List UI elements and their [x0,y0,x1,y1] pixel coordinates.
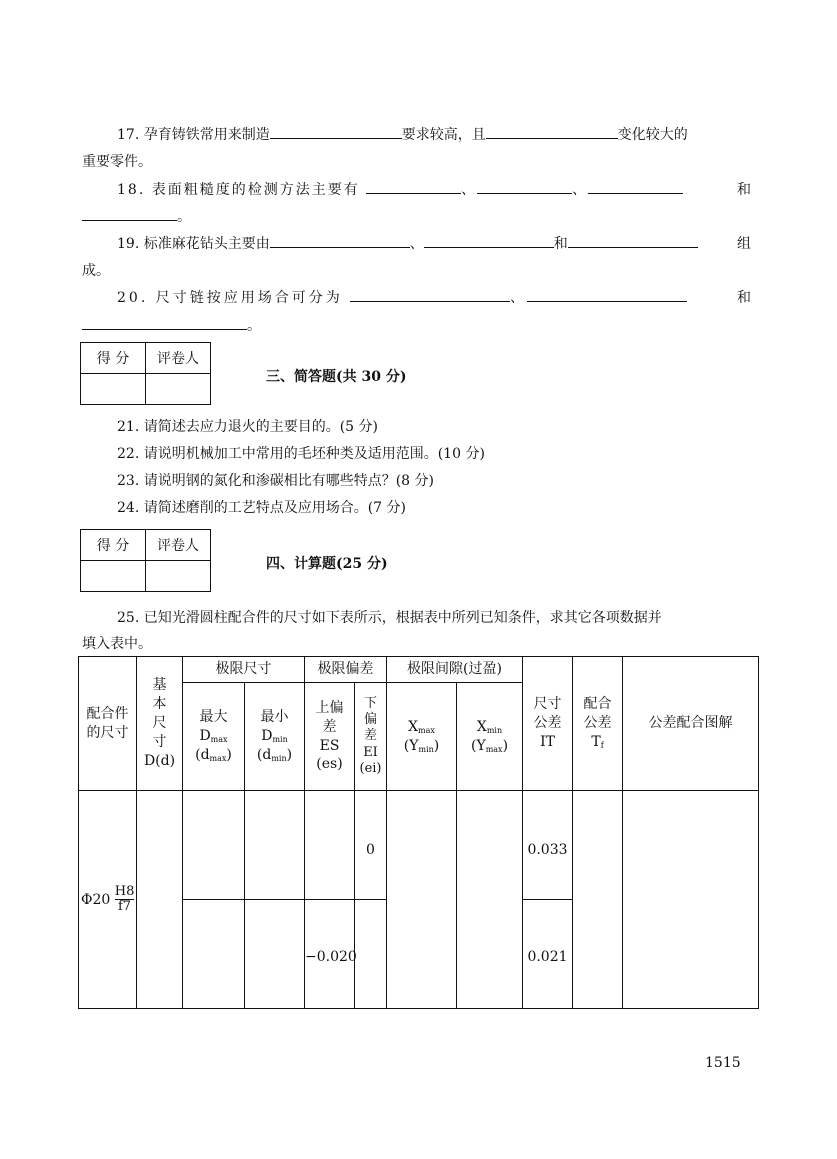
answer-blank[interactable] [486,126,618,139]
answer-blank[interactable] [270,126,402,139]
header-basic-size: 基 本 尺 寸 D(d) [137,657,183,791]
score-box [80,342,211,405]
fit-tolerance-cell[interactable] [573,791,623,1009]
shaft-ei-cell[interactable] [355,900,387,1009]
grader-label: 评卷人 [146,530,211,561]
answer-blank[interactable] [82,208,177,221]
score-cell[interactable] [81,374,146,405]
question-22: 22. 请说明机械加工中常用的毛坯种类及适用范围。(10 分) [117,446,485,462]
answer-blank[interactable] [527,289,687,302]
diagram-cell[interactable] [623,791,759,1009]
question-20: 20. 尺寸链按应用场合可分为 、 和 [117,290,754,306]
header-limit-deviation: 极限偏差 [305,657,387,683]
answer-blank[interactable] [568,235,698,248]
header-min: 最小 $D_{min}$ $(d_{min})$ [245,683,305,791]
question-20-cont: 。 [82,315,261,335]
xmax-cell[interactable] [387,791,457,1009]
hole-ei-cell[interactable]: 0 [355,791,387,900]
grader-cell[interactable] [146,374,211,405]
answer-blank[interactable] [82,317,247,330]
question-23: 23. 请说明钢的氮化和渗碳相比有哪些特点？(8 分) [117,473,434,489]
header-xmax: $X_{max}$ $(Y_{min})$ [387,683,457,791]
question-24: 24. 请简述磨削的工艺特点及应用场合。(7 分) [117,500,406,516]
answer-blank[interactable] [350,289,510,302]
score-box [80,529,211,592]
question-19-cont: 成。 [82,263,110,279]
shaft-max-cell[interactable] [183,900,245,1009]
score-label: 得 分 [81,530,146,561]
header-fit-tolerance: 配合 公差 $T_f$ [573,657,623,791]
header-lower-deviation: 下 偏 差 EI (ei) [355,683,387,791]
question-25-cont: 填入表中。 [82,636,152,652]
fit-fraction: $\frac{H8}{f7}$ [114,883,135,914]
shaft-min-cell[interactable] [245,900,305,1009]
header-xmin: $X_{min}$ $(Y_{max})$ [457,683,523,791]
fit-designation: Φ20 $\frac{H8}{f7}$ [79,791,137,1009]
header-max: 最大 $D_{max}$ $(d_{max})$ [183,683,245,791]
header-fit-size: 配合件 的尺寸 [79,657,137,791]
question-25: 25. 已知光滑圆柱配合件的尺寸如下表所示，根据表中所列已知条件，求其它各项数据并 [117,610,662,626]
fit-calculation-table [78,656,759,1009]
header-limit-size: 极限尺寸 [183,657,305,683]
hole-it-cell[interactable]: 0.033 [523,791,573,900]
header-clearance: 极限间隙(过盈) [387,657,523,683]
question-17: 17. 孕育铸铁常用来制造 要求较高，且 变化较大的 [117,127,688,143]
section-4-title: 四、计算题(25 分) [266,556,388,572]
header-size-tolerance: 尺寸 公差 IT [523,657,573,791]
answer-blank[interactable] [366,181,461,194]
answer-blank[interactable] [477,181,572,194]
header-diagram: 公差配合图解 [623,657,759,791]
question-19: 19. 标准麻花钻头主要由 、 和 组 [117,236,751,252]
hole-es-cell[interactable] [305,791,355,900]
header-upper-deviation: 上偏 差 ES (es) [305,683,355,791]
shaft-es-cell[interactable]: −0.020 [305,900,355,1009]
basic-size-cell[interactable] [137,791,183,1009]
hole-max-cell[interactable] [183,791,245,900]
score-label: 得 分 [81,343,146,374]
xmin-cell[interactable] [457,791,523,1009]
section-3-title: 三、简答题(共 30 分) [266,369,407,385]
answer-blank[interactable] [424,235,554,248]
score-cell[interactable] [81,561,146,592]
shaft-it-cell[interactable]: 0.021 [523,900,573,1009]
question-18-cont: 。 [82,206,191,226]
hole-min-cell[interactable] [245,791,305,900]
question-21: 21. 请简述去应力退火的主要目的。(5 分) [117,419,378,435]
answer-blank[interactable] [270,235,410,248]
question-17-cont: 重要零件。 [82,154,152,170]
question-18: 18. 表面粗糙度的检测方法主要有 、 、 和 [117,182,753,198]
grader-cell[interactable] [146,561,211,592]
grader-label: 评卷人 [146,343,211,374]
page-number: 1515 [705,1055,741,1071]
answer-blank[interactable] [588,181,683,194]
